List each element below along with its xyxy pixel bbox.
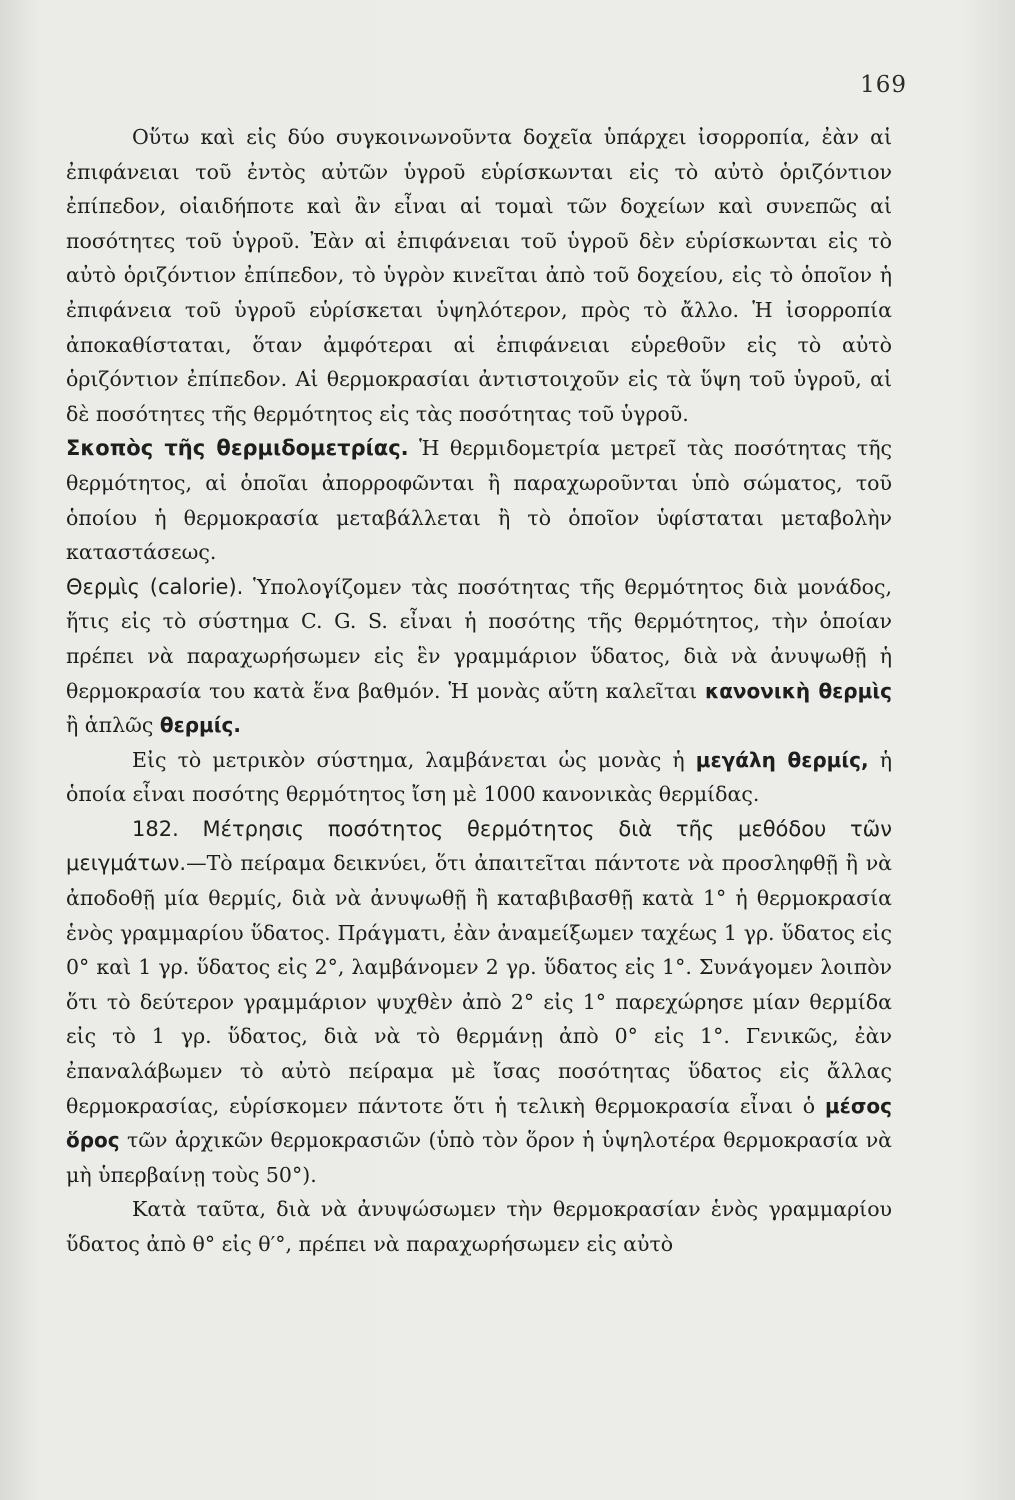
paragraph-consequence: Κατὰ ταῦτα, διὰ νὰ ἀνυψώσωμεν τὴν θερμοκρασίαν ἑνὸς γραμμαρίου ὕδατος ἀπὸ θ° εἰς θ′°, πρέπει νὰ παραχωρήσωμεν εἰς αὐτὸ: [66, 1197, 892, 1256]
term-mean: μέσος ὅρος: [66, 1093, 892, 1153]
term-standard-calorie: κανονικὴ θερμὶς: [704, 678, 892, 703]
text-large-calorie-b: ἡ ὁποία εἶναι ποσότης θερμότητος ἴση μὲ 1000 κανονικὰς θερμίδας.: [66, 747, 892, 807]
paragraph-calorimetry-purpose: [66, 431, 892, 569]
page-number: 169: [860, 72, 907, 98]
paragraph-calorie: [66, 570, 892, 743]
term-large-calorie: μεγάλη θερμίς,: [695, 747, 869, 772]
text-calorie-definition: Ὑπολογίζομεν τὰς ποσότητας τῆς θερμότητος διὰ μονάδος, ἥτις εἰς τὸ σύστημα C. G. S. εἶναι ἡ ποσότης τῆς θερμότητος, τὴν ὁποίαν πρέπει νὰ παραχωρήσωμεν εἰς ἓν γραμμάριον ὕδατος, διὰ νὰ ἀνυψωθῇ ἡ θερμοκρασία του κατὰ ἕνα βαθμόν. Ἡ μονὰς αὕτη καλεῖται: [66, 574, 892, 703]
body-text: [66, 120, 892, 1262]
paragraph-equilibrium: Οὕτω καὶ εἰς δύο συγκοινωνοῦντα δοχεῖα ὑπάρχει ἰσορροπία, ἐὰν αἱ ἐπιφάνειαι τοῦ ἐντὸς αὐτῶν ὑγροῦ εὑρίσκωνται εἰς τὸ αὐτὸ ὁριζόντιον ἐπίπεδον, οἱαιδήποτε καὶ ἂν εἶναι αἱ τομαὶ τῶν δοχείων καὶ συνεπῶς αἱ ποσότητες τοῦ ὑγροῦ. Ἐὰν αἱ ἐπιφάνειαι τοῦ ὑγροῦ δὲν εὑρίσκωνται εἰς τὸ αὐτὸ ὁριζόντιον ἐπίπεδον, τὸ ὑγρὸν κινεῖται ἀπὸ τοῦ δοχείου, εἰς τὸ ὁποῖον ἡ ἐπιφάνεια τοῦ ὑγροῦ εὑρίσκεται ὑψηλότερον, πρὸς τὸ ἄλλο. Ἡ ἰσορροπία ἀποκαθίσταται, ὅταν ἀμφότεραι αἱ ἐπιφάνειαι εὑρεθοῦν εἰς τὸ αὐτὸ ὁριζόντιον ἐπίπεδον. Αἱ θερμοκρασίαι ἀντιστοιχοῦν εἰς τὰ ὕψη τοῦ ὑγροῦ, αἱ δὲ ποσότητες τῆς θερμότητος εἰς τὰς ποσότητας τοῦ ὑγροῦ.: [66, 125, 892, 426]
text-mixtures-method-b: τῶν ἀρχικῶν θερμοκρασιῶν (ὑπὸ τὸν ὅρον ἡ ὑψηλοτέρα θερμοκρασία νὰ μὴ ὑπερβαίνῃ τοὺς 50°).: [66, 1128, 892, 1187]
section-number: 182.: [132, 816, 179, 841]
heading-calorimetry-purpose: Σκοπὸς τῆς θερμιδομετρίας.: [66, 436, 409, 461]
paragraph-large-calorie: [66, 743, 892, 812]
heading-mixtures-method: Μέτρησις ποσότητος θερμότητος διὰ τῆς μεθόδου τῶν μειγμάτων.: [66, 816, 892, 876]
paragraph-section-182: [66, 812, 892, 1193]
text-large-calorie-a: Εἰς τὸ μετρικὸν σύστημα, λαμβάνεται ὡς μονὰς ἡ: [132, 747, 696, 772]
text-calorie-or: ἢ ἁπλῶς: [66, 713, 160, 738]
text-calorimetry-purpose: Ἡ θερμιδομετρία μετρεῖ τὰς ποσότητας τῆς θερμότητος, αἱ ὁποῖαι ἀπορροφῶνται ἢ παραχωροῦνται ὑπὸ σώματος, τοῦ ὁποίου ἡ θερμοκρασία μεταβάλλεται ἢ τὸ ὁποῖον ὑφίσταται μεταβολὴν καταστάσεως.: [66, 436, 892, 565]
heading-calorie: Θερμὶς (calorie).: [66, 574, 244, 599]
text-mixtures-method-a: —Τὸ πείραμα δεικνύει, ὅτι ἀπαιτεῖται πάντοτε νὰ προσληφθῇ ἢ νὰ ἀποδοθῇ μία θερμίς, διὰ νὰ ἀνυψωθῇ ἢ καταβιβασθῇ κατὰ 1° ἡ θερμοκρασία ἑνὸς γραμμαρίου ὕδατος. Πράγματι, ἐὰν ἀναμείξωμεν ταχέως 1 γρ. ὕδατος εἰς 0° καὶ 1 γρ. ὕδατος εἰς 2°, λαμβάνομεν 2 γρ. ὕδατος εἰς 1°. Συνάγομεν λοιπὸν ὅτι τὸ δεύτερον γραμμάριον ψυχθὲν ἀπὸ 2° εἰς 1° παρεχώρησε μίαν θερμίδα εἰς τὸ 1 γρ. ὕδατος, διὰ νὰ τὸ θερμάνῃ ἀπὸ 0° εἰς 1°. Γενικῶς, ἐὰν ἐπαναλάβωμεν τὸ αὐτὸ πείραμα μὲ ἴσας ποσότητας ὕδατος εἰς ἄλλας θερμοκρασίας, εὑρίσκομεν πάντοτε ὅτι ἡ τελικὴ θερμοκρασία εἶναι ὁ: [66, 851, 892, 1118]
term-calorie: θερμίς.: [159, 713, 241, 738]
